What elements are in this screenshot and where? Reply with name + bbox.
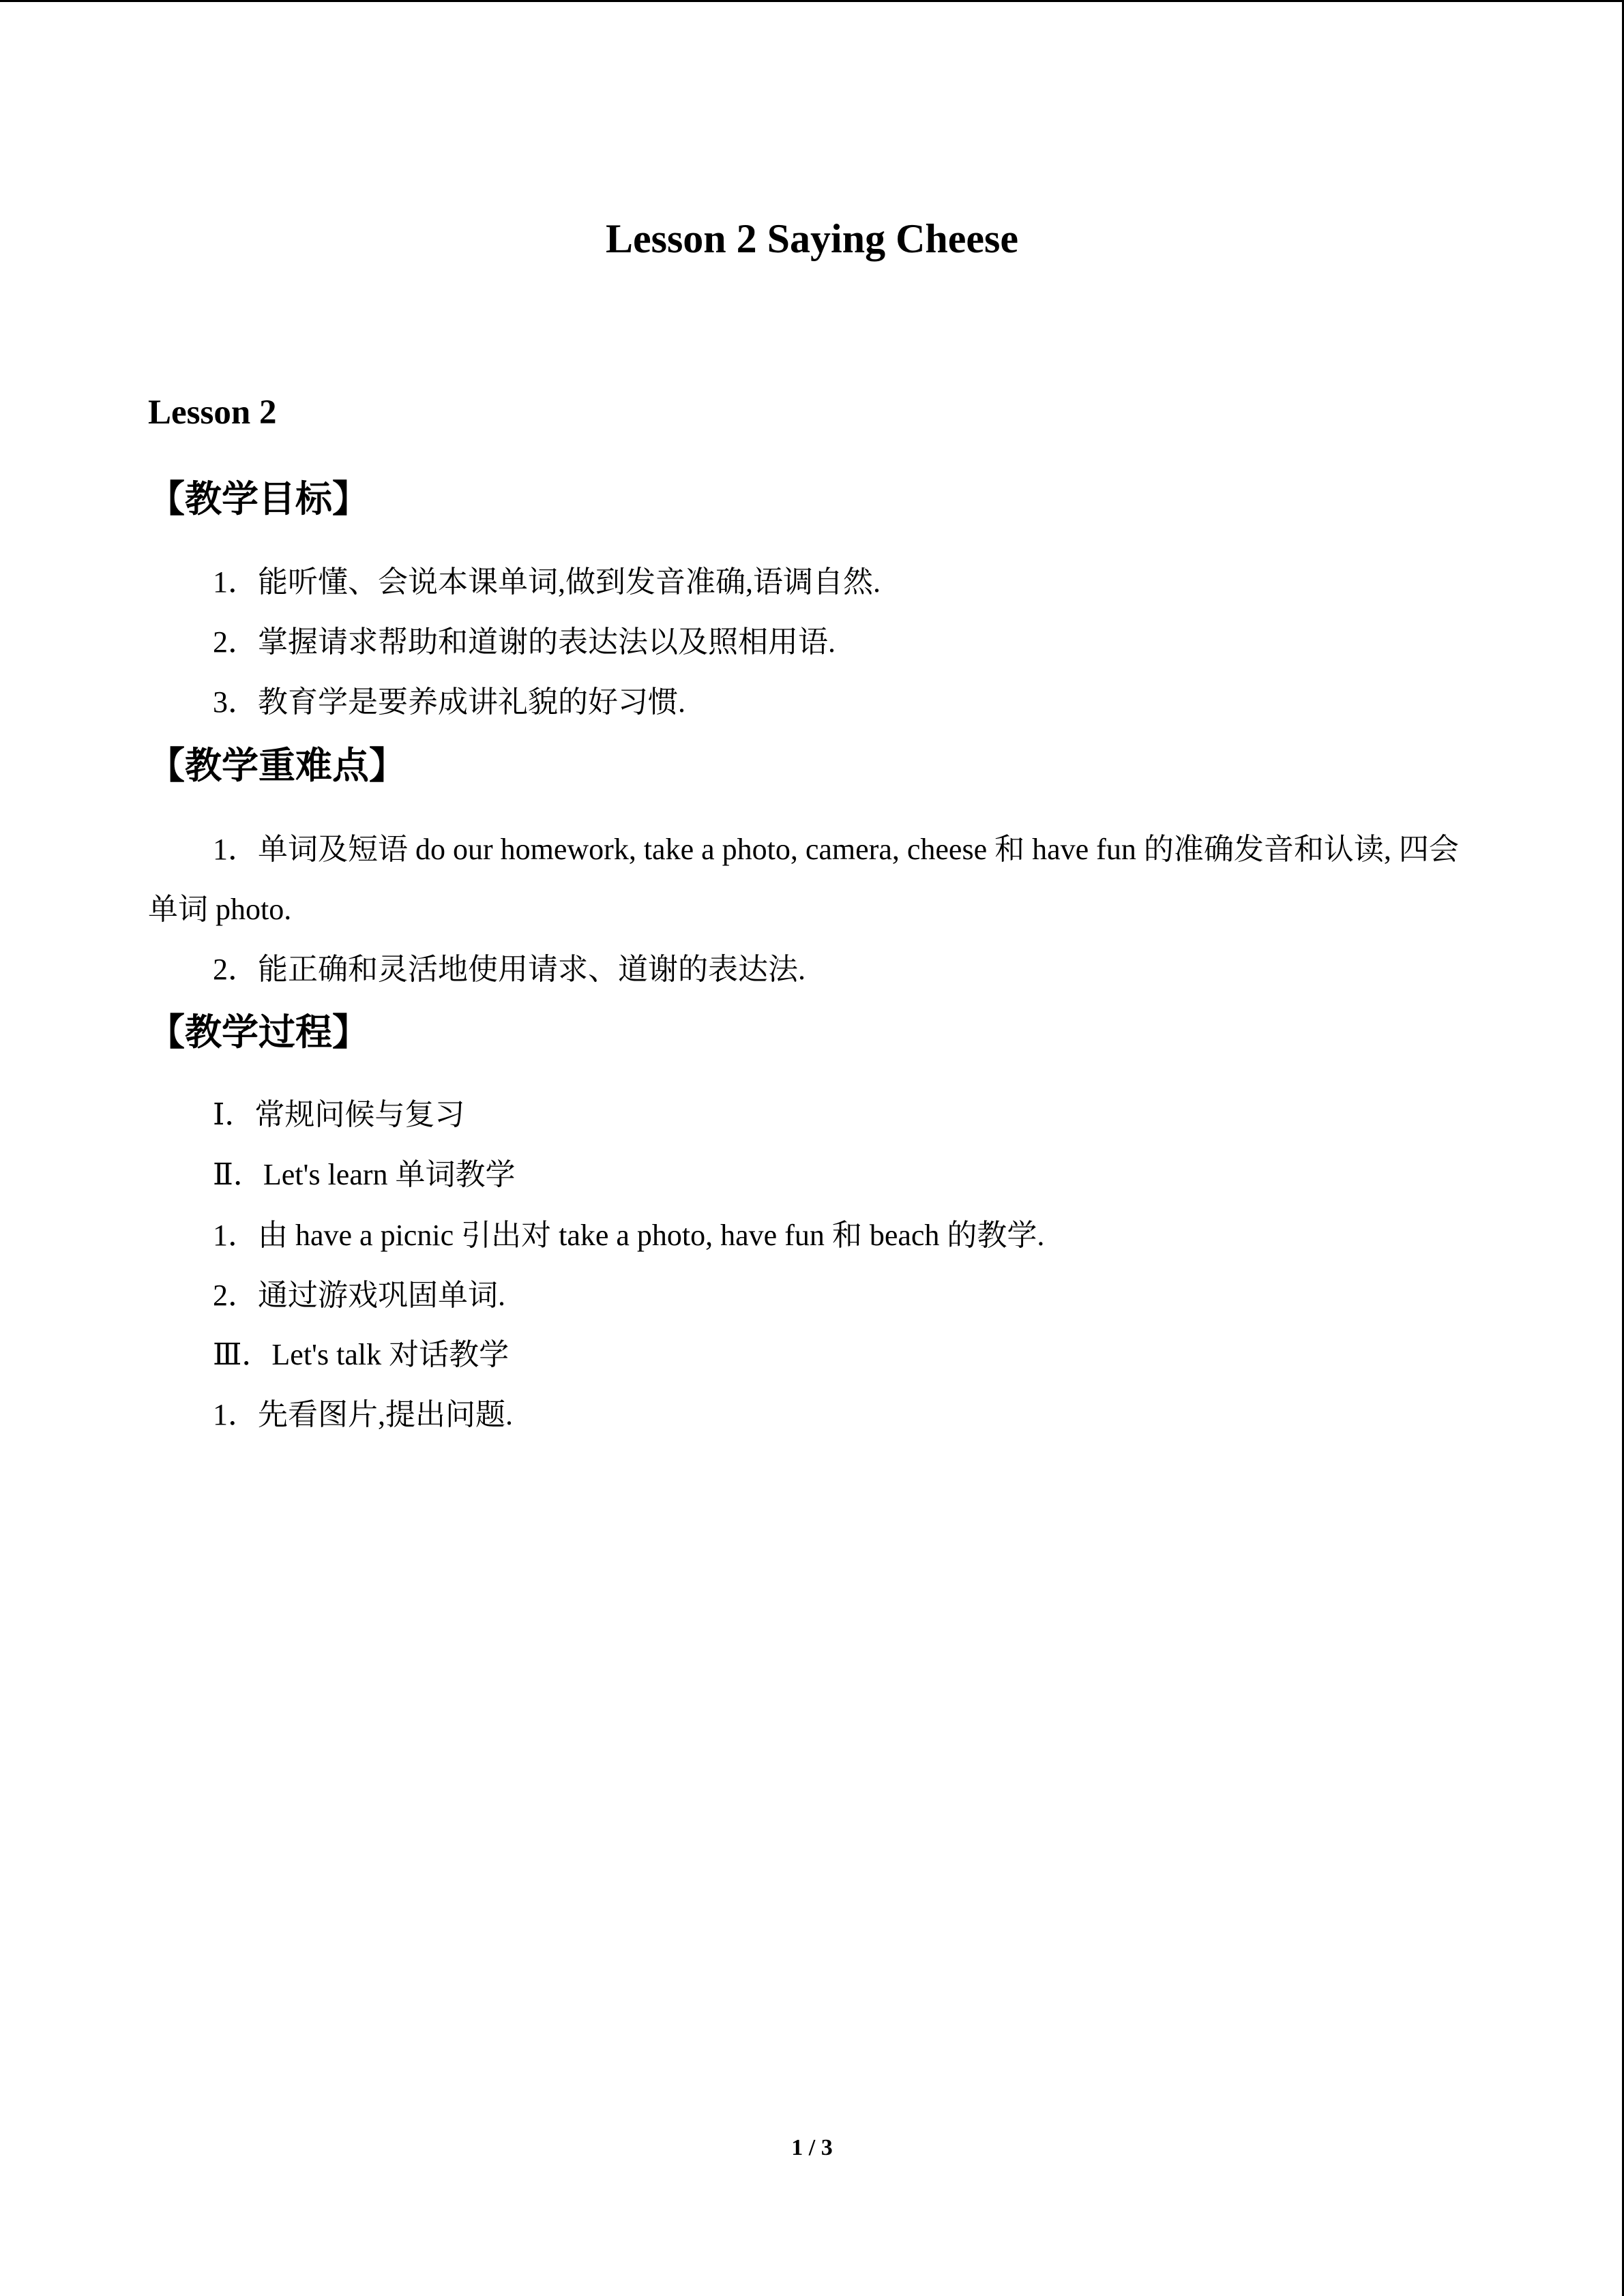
key-point-line-2: 2．能正确和灵活地使用请求、道谢的表达法. bbox=[213, 953, 806, 986]
key-point-line-1: 1．单词及短语 do our homework, take a photo, camera, cheese 和 have fun 的准确发音和认读, 四会单词 photo. bbox=[148, 833, 1459, 926]
page-border-top bbox=[0, 0, 1624, 2]
objective-line-1: 1．能听懂、会说本课单词,做到发音准确,语调自然. bbox=[213, 565, 881, 599]
process-line-6: 1．先看图片,提出问题. bbox=[213, 1398, 513, 1431]
process-line-4: 2．通过游戏巩固单词. bbox=[213, 1279, 505, 1312]
page-indicator: 1 / 3 bbox=[791, 2135, 833, 2160]
process-line-5: Ⅲ．Let's talk 对话教学 bbox=[213, 1338, 510, 1371]
lesson-heading: Lesson 2 bbox=[148, 393, 277, 432]
process-line-1: Ⅰ．常规问候与复习 bbox=[213, 1098, 465, 1131]
process-line-3: 1．由 have a picnic 引出对 take a photo, have fun 和 beach 的教学. bbox=[213, 1219, 1045, 1252]
objective-line-3: 3．教育学是要养成讲礼貌的好习惯. bbox=[213, 685, 685, 719]
process-line-2: Ⅱ．Let's learn 单词教学 bbox=[213, 1158, 516, 1191]
section-heading-process: 【教学过程】 bbox=[148, 1011, 369, 1054]
objective-line-2: 2．掌握请求帮助和道谢的表达法以及照相用语. bbox=[213, 625, 836, 659]
section-heading-objectives: 【教学目标】 bbox=[148, 477, 369, 520]
section-heading-key-points: 【教学重难点】 bbox=[148, 744, 406, 787]
document-title: Lesson 2 Saying Cheese bbox=[605, 216, 1019, 261]
